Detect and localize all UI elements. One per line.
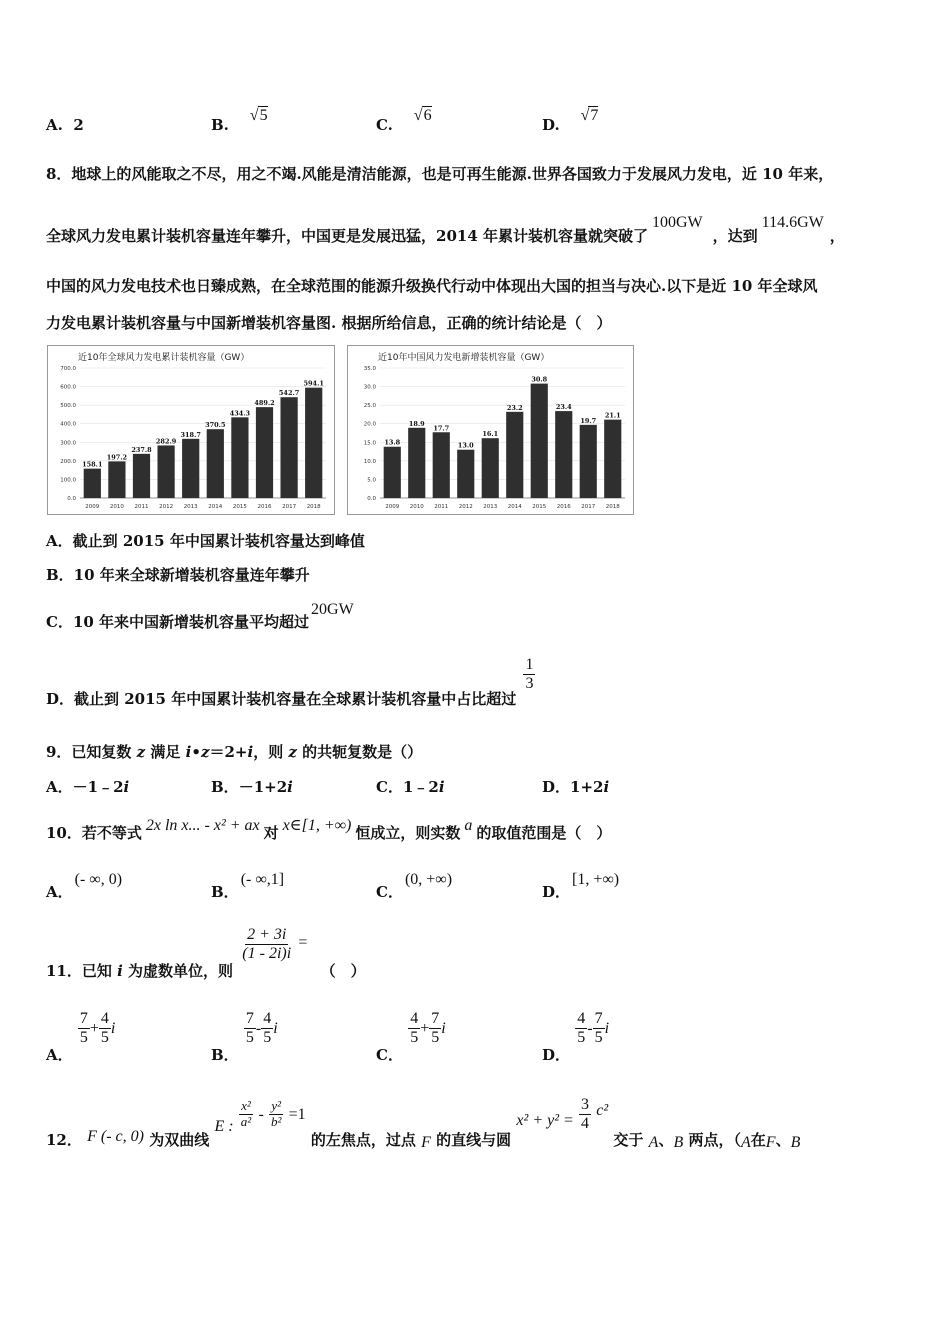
bar [433, 432, 450, 498]
q11-option-d: D． $\frac{4}{5}$ - $\frac{7}{5}$ i [542, 1010, 610, 1064]
y-tick-label: 35.0 [363, 366, 376, 372]
x-tick-label: 2009 [85, 504, 100, 510]
bar [580, 425, 597, 498]
q11-option-b: B． $\frac{7}{5}$ - $\frac{4}{5}$ i [211, 1010, 278, 1064]
data-label: 542.7 [278, 389, 300, 398]
x-tick-label: 2013 [483, 504, 498, 510]
y-tick-label: 0.0 [67, 496, 76, 502]
q8-option-a: A．截止到 2015 年中国累计装机容量达到峰值 [46, 532, 365, 550]
bar [256, 407, 273, 498]
bar [604, 420, 621, 498]
q8-option-d: D．截止到 2015 年中国累计装机容量在全球累计装机容量中占比超过 $\frac{1}{3}$ [46, 656, 534, 708]
q11-option-c: C． $\frac{4}{5}$ + $\frac{7}{5}$ i [376, 1010, 446, 1064]
x-tick-label: 2015 [232, 504, 247, 510]
x-tick-label: 2018 [605, 504, 620, 510]
q8-option-c: C．10 年来中国新增装机容量平均超过20GW [46, 601, 354, 631]
bar [280, 397, 297, 498]
q10-option-d: D．[1, +∞) [542, 871, 620, 901]
q9-stem: 9．已知复数 z 满足 i•z＝2+i，则 z 的共轭复数是（） [46, 743, 423, 761]
y-tick-label: 0.0 [367, 496, 376, 502]
data-label: 18.9 [408, 419, 425, 428]
q8-line2: 全球风力发电累计装机容量连年攀升，中国更是发展迅猛，2014 年累计装机容量就突破了100GW，达到114.6GW， [46, 214, 845, 245]
q7-option-b: B. √5 [211, 107, 268, 134]
x-tick-label: 2012 [458, 504, 473, 510]
q7-option-d: D. √7 [542, 107, 599, 134]
data-label: 30.8 [531, 375, 548, 384]
china-new-capacity-chart [347, 345, 634, 515]
x-tick-label: 2012 [159, 504, 174, 510]
x-tick-label: 2010 [109, 504, 124, 510]
china-new-capacity-chart-svg [348, 346, 633, 514]
bar [555, 411, 572, 498]
data-label: 158.1 [82, 460, 103, 469]
data-label: 23.2 [506, 403, 523, 412]
x-tick-label: 2010 [409, 504, 424, 510]
q8-line1: 8．地球上的风能取之不尽，用之不竭.风能是清洁能源，也是可再生能源.世界各国致力于发展风力发电，近 10 年来， [46, 165, 834, 183]
data-label: 318.7 [180, 430, 201, 439]
y-tick-label: 500.0 [60, 403, 76, 410]
q8-option-b: B．10 年来全球新增装机容量连年攀升 [46, 566, 310, 584]
q10-option-a: A．(- ∞, 0) [46, 871, 123, 901]
bar [231, 417, 248, 498]
data-label: 594.1 [303, 379, 324, 388]
q10-option-c: C．(0, +∞) [376, 871, 453, 901]
q8-line3: 中国的风力发电技术也日臻成熟，在全球范围的能源升级换代行动中体现出大国的担当与决心.以下是近 10 年全球风 [46, 277, 818, 295]
y-tick-label: 300.0 [60, 440, 76, 447]
bar [384, 447, 401, 498]
x-tick-label: 2016 [257, 504, 272, 510]
data-label: 489.2 [254, 399, 275, 408]
data-label: 13.0 [457, 441, 474, 450]
y-tick-label: 700.0 [60, 366, 76, 372]
data-label: 13.8 [384, 438, 401, 447]
q8-line4: 力发电累计装机容量与中国新增装机容量图. 根据所给信息，正确的统计结论是（ ） [46, 314, 612, 332]
q7-option-a: A. 2 [46, 116, 84, 134]
bar [133, 454, 150, 498]
x-tick-label: 2011 [134, 504, 149, 510]
bar [157, 445, 174, 498]
q9-option-c: C．1﹣2i [376, 778, 445, 796]
data-label: 19.7 [580, 416, 597, 425]
q12-stem: 12． F (- c, 0) 为双曲线 E : $\frac{\text{x²}}{\text{a²}}$ - $\frac{\text{y²}}{\text{b²}}$ =1 的左焦点，过点 F 的直线与圆 x² + y² = $\frac{3}{4}$ c² 交于 A、B 两点，（A在F、B [46, 1096, 801, 1151]
x-tick-label: 2013 [183, 504, 198, 510]
bar [506, 412, 523, 498]
q10-stem: 10．若不等式 2x ln x... - x² + ax 对 x∈[1, +∞) 恒成立，则实数 a 的取值范围是（ ） [46, 817, 612, 842]
q10-option-b: B．(- ∞,1] [211, 871, 285, 901]
bar [108, 461, 125, 498]
q9-option-d: D．1+2i [542, 778, 610, 796]
bar [182, 439, 199, 498]
bar [305, 388, 322, 498]
y-tick-label: 100.0 [60, 477, 76, 484]
x-tick-label: 2017 [282, 504, 297, 510]
data-label: 197.2 [106, 453, 128, 462]
x-tick-label: 2016 [556, 504, 571, 510]
y-tick-label: 600.0 [60, 384, 76, 391]
data-label: 434.3 [229, 409, 251, 418]
y-tick-label: 10.0 [363, 458, 376, 465]
y-tick-label: 20.0 [363, 421, 376, 428]
chart-title: 近10年全球风力发电累计装机容量（GW） [78, 353, 250, 363]
bar [84, 469, 101, 498]
x-tick-label: 2011 [434, 504, 449, 510]
x-tick-label: 2009 [385, 504, 400, 510]
data-label: 370.5 [205, 421, 226, 430]
data-label: 23.4 [555, 403, 572, 412]
x-tick-label: 2018 [306, 504, 321, 510]
x-tick-label: 2017 [581, 504, 596, 510]
bar [482, 438, 499, 498]
data-label: 282.9 [155, 437, 177, 446]
y-tick-label: 5.0 [367, 477, 376, 484]
q7-option-c: C. √6 [376, 107, 432, 134]
bar [207, 429, 224, 498]
bar [531, 384, 548, 498]
bar [408, 428, 425, 498]
q9-option-a: A．－1﹣2i [46, 778, 130, 796]
chart-title: 近10年中国风力发电新增装机容量（GW） [378, 353, 550, 363]
y-tick-label: 25.0 [363, 403, 376, 410]
y-tick-label: 30.0 [363, 384, 376, 391]
q9-option-b: B．－1+2i [211, 778, 293, 796]
q11-stem: 11．已知 i 为虚数单位，则 $\frac{2 + 3i}{(1 - 2i)i}$ = （ ） [46, 926, 366, 980]
data-label: 237.8 [131, 445, 152, 454]
x-tick-label: 2014 [208, 504, 223, 510]
data-label: 17.7 [433, 424, 450, 433]
x-tick-label: 2014 [507, 504, 522, 510]
data-label: 21.1 [604, 411, 621, 420]
y-tick-label: 200.0 [60, 458, 76, 465]
y-tick-label: 400.0 [60, 421, 76, 428]
q11-option-a: A． $\frac{7}{5}$ + $\frac{4}{5}$ i [46, 1010, 116, 1064]
global-capacity-chart-svg [48, 346, 334, 514]
global-capacity-chart [47, 345, 335, 515]
x-tick-label: 2015 [532, 504, 547, 510]
y-tick-label: 15.0 [363, 440, 376, 447]
data-label: 16.1 [482, 430, 499, 439]
bar [457, 450, 474, 498]
